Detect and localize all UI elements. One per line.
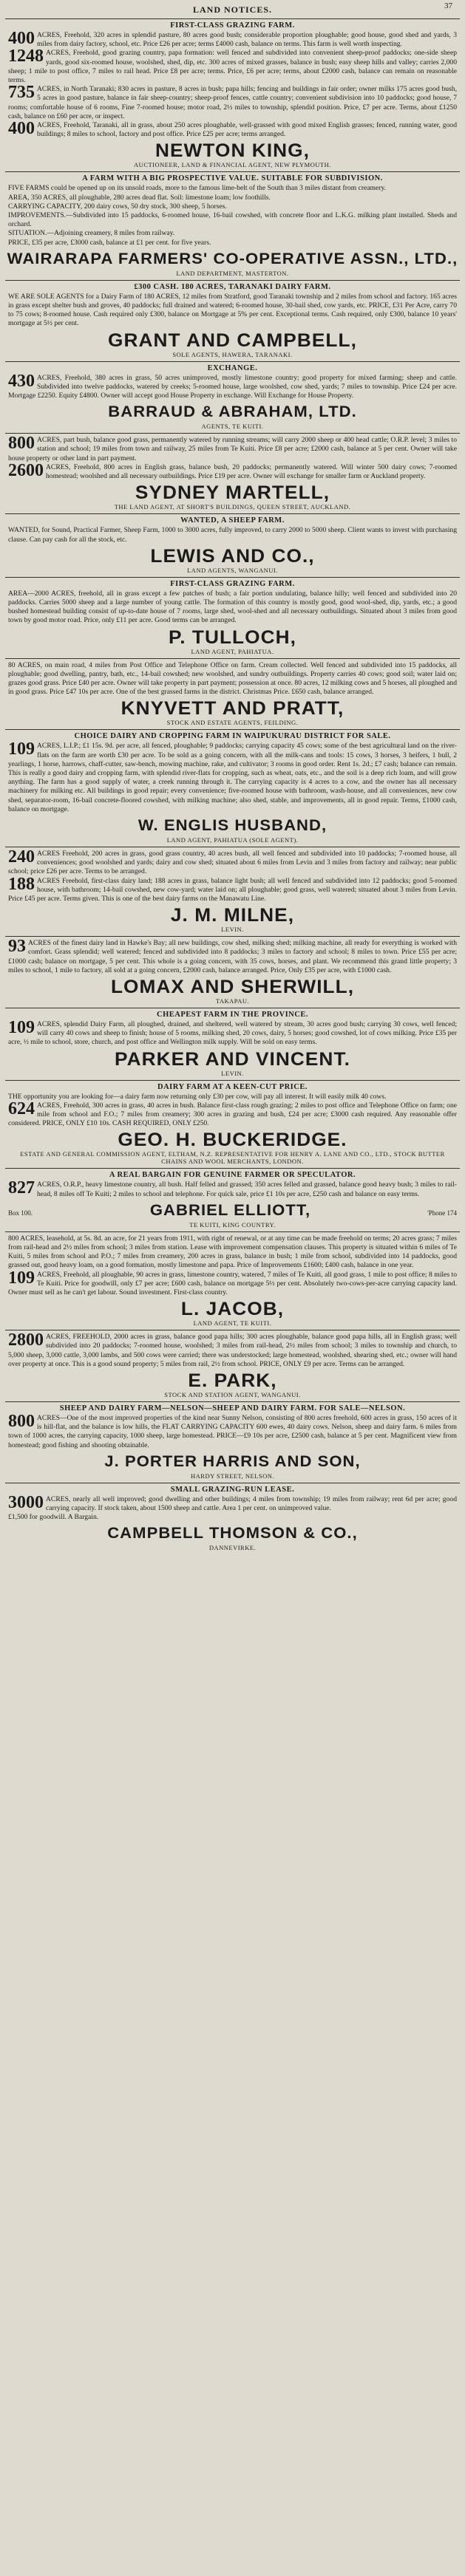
agent-address: HARDY STREET, NELSON. xyxy=(191,1472,274,1480)
ad-paragraph xyxy=(8,661,457,697)
ad-heading: CHEAPEST FARM IN THE PROVINCE. xyxy=(157,1010,308,1019)
ad-paragraph xyxy=(8,1414,457,1450)
ad-paragraph xyxy=(8,239,457,247)
newspaper-page xyxy=(5,0,460,1554)
ad-paragraph xyxy=(8,874,457,904)
agent-name: E. PARK, xyxy=(188,1370,277,1392)
paragraph-text: ACRES, Freehold, 800 acres in English grass, balance bush, 20 paddocks; permanently watered. Will winter 500 dairy cows; 7-roomed homestead; woolshed and all necessary outbuildings. Price £19 per acre. Owner will exchange for smaller farm or Auckland property. xyxy=(46,462,457,481)
agent-name: SYDNEY MARTELL, xyxy=(135,482,330,504)
ad-paragraph xyxy=(8,211,457,229)
ad-paragraph xyxy=(8,939,457,975)
ad-husband xyxy=(5,729,460,847)
paragraph-text: FIVE FARMS could be opened up on its unsold roads, more to the famous lime-belt of the South than 3 miles distant from creamery. xyxy=(8,184,387,193)
ad-paragraph xyxy=(8,184,457,193)
agent-address: STOCK AND ESTATE AGENTS, FEILDING. xyxy=(166,719,299,727)
paragraph-text: CARRYING CAPACITY, 200 dairy cows, 50 dry stock, 300 sheep, 5 horses. xyxy=(8,202,227,211)
agent-name: P. TULLOCH, xyxy=(169,626,296,648)
paragraph-text: ACRES, Freehold, 320 acres in splendid pasture, 80 acres good bush; considerable proportion ploughable; good house, good shed and yards, 3 miles from dairy factory, school, etc. Price £26 per acre; terms £4000 cash, balance on terms. This farm is well worth inspecting. xyxy=(37,31,457,49)
ad-heading: CHOICE DAIRY AND CROPPING FARM IN WAIPUKURAU DISTRICT FOR SALE. xyxy=(74,732,391,741)
ad-heading: FIRST-CLASS GRAZING FARM. xyxy=(170,579,295,588)
ad-paragraph xyxy=(8,293,457,329)
page-number: 37 xyxy=(444,1,452,10)
ad-heading: SMALL GRAZING-RUN LEASE. xyxy=(170,1485,295,1494)
ad-paragraph xyxy=(8,194,457,202)
paragraph-text: IMPROVEMENTS.—Subdivided into 15 paddocks, 6-roomed house, 16-bail cowshed, with concrete floor and L.K.G. milking plant installed. Sheds and orchard. xyxy=(8,211,457,229)
paragraph-text: ACRES—One of the most improved properties of the kind near Sunny Nelson, consisting of 800 acres freehold, 600 acres in grass, 150 acres of it is hill-flat, and the balance is low hills, the FLAT CARRYING CAPACITY 600 ewes, 40 dairy cows. Nelson, sheep and dairy farm. 6 miles from town of 1000 acres, the carrying capacity, 1000 sheep, large homestead. PRICE—£9 10s per acre, £2500 cash, balance at 5 per cent. Magnificent view from homestead; good fishing and shooting obtainable. xyxy=(8,1414,457,1449)
paragraph-text: ACRES Freehold, first-class dairy land; 188 acres in grass, balance light bush; all well fenced and subdivided into 12 paddocks; good 5-roomed house, with bathroom; 14-bail cowshed, new cow-yard; water laid on; all ploughable; good grass, well watered; situated about 3 miles from Levin. Price £45 per acre. Terms given. This is one of the best dairy farms on the Manawatu Line. xyxy=(8,876,457,903)
acreage-figure: 735 xyxy=(8,83,35,103)
paragraph-text: ACRES, L.I.P.; £1 15s. 9d. per acre, all fenced, ploughable; 9 paddocks; carrying capacity 45 cows; some of the best agricultural land on the river-flats on the farm are worth £30 per acre. To be sold as a going concern, with all the milk-cans and tools: 15 cows, 3 horses, 3 heifers, 1 bull, 2 yearlings, 1 horse, harrows, chaff-cutter, saw-bench, mowing machine, rake, and cultivator; 3 rooms in good order. Rent 1s. 2d.; £7 cash; balance can remain. This is really a good dairy and cropping farm, with splendid river-flats for cropping, such as wheat, oats, etc., and the soil is a deep rich loam, and will grow anything. The farm has a good supply of water, a creek running through it. The carrying capacity is 4 acres to a cow, and the owner has all necessary machinery for milking etc. All buildings in good repair; every convenience; five-roomed house with bathroom, wash-house, and all conveniences, new cow shed, separator-room, 16-bail concrete-floored cowshed, with milking machine; also shed, stable, and improvements, all in good repair. Terms, £1000 cash, balance on mortgage. xyxy=(8,742,457,813)
section-title: LAND NOTICES. xyxy=(192,4,273,15)
paragraph-text: SITUATION.—Adjoining creamery, 8 miles from railway. xyxy=(8,229,175,238)
agent-name: NEWTON KING, xyxy=(155,140,310,162)
ad-lewis xyxy=(5,513,460,576)
paragraph-text: ACRES, splendid Dairy Farm, all ploughed, drained, and sheltered, well watered by stream, 30 acres good bush; carrying 30 cows, well fenced; will carry 40 cows and sheep to finish; house of 5 rooms, milking shed, 20 cows, dairy, 5 horses; good cowshed, lot of cows milking. Price £35 per acre, ½ mile to school, store, church, and post office and Wellington milk supply. Will be sold on easy terms. xyxy=(8,1019,457,1047)
ad-jacob xyxy=(5,1231,460,1330)
ad-paragraph xyxy=(8,1268,457,1298)
ad-milne xyxy=(5,847,460,936)
paragraph-text: £1,500 for goodwill. A Bargain. xyxy=(8,1513,99,1522)
agent-address: AUCTIONEER, LAND & FINANCIAL AGENT, NEW PLYMOUTH. xyxy=(134,161,331,169)
acreage-figure: 109 xyxy=(8,1268,35,1288)
agent-name: L. JACOB, xyxy=(180,1299,285,1320)
agent-address: STOCK AND STATION AGENT, WANGANUI. xyxy=(164,1391,301,1399)
acreage-figure: 624 xyxy=(8,1099,35,1118)
agent-name: J. PORTER HARRIS AND SON, xyxy=(104,1452,361,1470)
ad-paragraph xyxy=(8,202,457,211)
paragraph-text: ACRES of the finest dairy land in Hawke's Bay; all new buildings, cow shed, milking shed; milking machine, all ready for everything is worked with comfort. Grass splendid; well watered; fenced and subdivided into 8 paddocks; 3 miles to factory and school; 8 miles to town. Price £55 per acre; £1000 cash; balance on mortgage, 5 per cent. This whole is a going concern, with 35 cows, horses, and plant. We recommend this grand little property; 3 miles to school, 1 mile to factory, all sold at a going concern, £2000 cash, balance arranged. Price, Only £35 per acre, with £1000 cash. xyxy=(8,939,457,974)
paragraph-text: AREA—2000 ACRES, freehold, all in grass except a few patches of bush; a fair portion undulating, balance hilly; well fenced and subdivided into 20 paddocks. Carries 5000 sheep and a large number of young cattle. The formation of this country is mostly good, good wool-shed, dip, yards, etc.; a good bushed homestead building consist of up-to-date house of 7 rooms, large shed, wool-shed and all necessary outbuildings. Situated about 3 miles from good town by good motor road. Price, only £11 per acre. Good terms can be arranged. xyxy=(8,589,457,625)
paragraph-text: AREA, 350 ACRES, all ploughable, 280 acres dead flat. Soil: limestone loam; low foothills. xyxy=(8,193,271,202)
agent-name: BARRAUD & ABRAHAM, LTD. xyxy=(108,403,357,421)
ad-knyvett xyxy=(5,658,460,730)
acreage-figure: 109 xyxy=(8,739,35,759)
agent-name: GRANT AND CAMPBELL, xyxy=(108,329,357,351)
ad-paragraph xyxy=(8,121,457,139)
ad-paragraph xyxy=(8,1101,457,1129)
ad-paragraph xyxy=(8,229,457,238)
agent-name: GEO. H. BUCKERIDGE. xyxy=(118,1130,347,1151)
acreage-figure: 1248 xyxy=(8,47,44,66)
ad-paragraph xyxy=(8,1093,457,1101)
ad-paragraph xyxy=(8,31,457,49)
ad-heading: A FARM WITH A BIG PROSPECTIVE VALUE. SUITABLE FOR SUBDIVISION. xyxy=(82,174,383,183)
paragraph-text: ACRES, part bush, balance good grass, permanently watered by running streams; will carry 2000 sheep or 400 head cattle; O.R.P. level; 3 miles to station and school; 19 miles from town and railway, 25 miles from Te Kuiti. Price £8 per acre; £2000 cash, balance at 5 per cent. Owner will take house property or other land in part payment. xyxy=(8,436,457,462)
paragraph-text: 80 ACRES, on main road, 4 miles from Post Office and Telephone Office on farm. Cream collected. Well fenced and subdivided into 15 paddocks, all ploughable; good dwelling, pantry, bath, etc., 14-bail cowshed; new woolshed, and sundry outbuildings. Property carries 40 cows; good soil; water laid on; grazes good grass. Price £40 per acre. Owner will take property in part payment; possession at once. 80 acres, 12 milking cows and 5 horses, all ploughed and in good grass. Price £47 10s per acre. One of the best grassed farms in the district. Christmas Price. £650 cash, balance arranged. xyxy=(8,660,457,697)
agent-name: LEWIS AND CO., xyxy=(150,545,315,567)
ad-grant-campbell xyxy=(5,280,460,361)
paragraph-text: ACRES, O.R.P., heavy limestone country, all bush. Half felled and grassed; 350 acres felled and grassed, balance good heavy bush; 3 miles to rail-head, 8 miles off Te Kuiti; 2 miles to school and telephone. For quick sale, price £1 10s per acre, £250 cash and balance on easy terms. xyxy=(37,1181,457,1198)
agent-address: LEVIN. xyxy=(221,926,244,934)
acreage-figure: 2800 xyxy=(8,1330,44,1350)
ad-campbell-thomson xyxy=(5,1483,460,1555)
agent-address: LAND AGENT, TE KUITI. xyxy=(193,1319,272,1328)
ad-park xyxy=(5,1330,460,1401)
ad-paragraph xyxy=(8,1178,457,1198)
acreage-figure: 430 xyxy=(8,371,35,391)
ad-barraud xyxy=(5,361,460,434)
agent-name: LOMAX AND SHERWILL, xyxy=(110,976,355,997)
acreage-figure: 3000 xyxy=(8,1492,44,1512)
ad-buckeridge xyxy=(5,1080,460,1169)
ad-paragraph xyxy=(8,526,457,544)
paragraph-text: ACRES, Freehold, 380 acres in grass, 50 acres unimproved, mostly limestone country; good property for mixed farming; sheep and cattle. Subdivided into twelve paddocks, watered by creeks; 5-roomed house, large woolshed, cow shed, yards; 7 miles to township. Price £24 per acre. Mortgage £2250. Equity £4800. Owner will accept good House Property in exchange. Will Exchange for House Property. xyxy=(8,373,457,400)
ad-sydney-martell xyxy=(5,433,460,513)
paragraph-text: PRICE, £35 per acre, £3000 cash, balance at £1 per cent. for five years. xyxy=(8,238,211,247)
ad-tulloch xyxy=(5,577,460,658)
agent-name: KNYVETT AND PRATT, xyxy=(121,698,344,720)
ad-paragraph xyxy=(8,847,457,877)
ad-heading: £300 CASH. 180 ACRES, TARANAKI DAIRY FARM. xyxy=(134,282,331,291)
agent-address: LAND DEPARTMENT, MASTERTON. xyxy=(176,269,289,277)
ad-paragraph xyxy=(8,371,457,401)
paragraph-text: ACRES, Freehold, all ploughable, 90 acres in grass, limestone country, watered, 7 miles of Te Kuiti, all good grass, 1 mile to post office; 8 miles to Te Kuiti. Price for goodwill, only £7 per acre; £600 cash, balance on mortgage 5½ per cent. Absolutely two-cows-per-acre carrying capacity land. Owner must sell as he can't get labour. Sound investment. First-class country. xyxy=(8,1270,457,1297)
ads-column xyxy=(5,18,460,1554)
ad-paragraph xyxy=(8,85,457,121)
ad-heading: EXCHANGE. xyxy=(207,363,258,372)
paragraph-text: ACRES, FREEHOLD, 2000 acres in grass, balance good papa hills; 300 acres ploughable, balance good papa hills, all in English grass; well subdivided into 20 paddocks; 7-roomed house, woolshed; 3 miles from rail-head, 2½ miles from school; 3 miles to township and church, to 5,000 sheep, 3,000 cattle, 3,000 lambs, and 500 cows were carried; there was understocked; large homestead, woolshed, shearing shed, etc.; owner will hand over property at once. This is a good sound property; 5 miles from rail, 2½ from school. PRICE, ONLY £9 per acre. Terms can be arranged. xyxy=(8,1333,457,1368)
acreage-figure: 400 xyxy=(8,119,35,139)
ad-heading: FIRST-CLASS GRAZING FARM. xyxy=(170,21,295,30)
acreage-figure: 800 xyxy=(8,434,35,454)
agent-address: ESTATE AND GENERAL COMMISSION AGENT, ELTHAM, N.Z. REPRESENTATIVE FOR HENRY A. LANE AND CO., LTD., STOCK BUTTER CHAINS AND WOOL MERCHANTS, LONDON. xyxy=(20,1150,445,1166)
acreage-figure: 109 xyxy=(8,1017,35,1037)
paragraph-text: 800 ACRES, leasehold, at 5s. 8d. an acre, for 21 years from 1911, with right of renewal, or at any time can be made freehold on terms; 20 acres grass; 7 miles from rail-head and 2½ miles from school; 3 miles from station. Lease with improvement compensation clauses. This property is situated within 6 miles of Te Kuiti, 5 miles from school and P.O.; 7 miles from creamery, 200 acres in grass, balance in bush; 1 mile from school, subdivided into 14 paddocks, good grassed out, good heavy loam, on a good formation, mostly limestone and papa. Price of Improvements £1600; £400 cash, balance in one year. xyxy=(8,1234,457,1270)
ad-paragraph xyxy=(8,739,457,814)
agent-name: CAMPBELL THOMSON & CO., xyxy=(107,1525,358,1542)
agent-address: SOLE AGENTS, HAWERA, TARANAKI. xyxy=(172,350,293,358)
paragraph-text: WE ARE SOLE AGENTS for a Dairy Farm of 180 ACRES, 12 miles from Stratford, good Taranaki township and 2 miles from school and factory. 165 acres in grass except shelter bush and groves, 40 paddocks; full drained and watered; 6-roomed house, 30-bail shed, cow yards, etc. PRICE, £31 Per Acre, carry 70 to 75 cows; 8-roomed house. Cash required only £300, balance on Mortgage at 5% per cent. Exceptional terms. Cash required, only £300, balance 10 years' mortgage at 5½ per cent. xyxy=(8,292,457,328)
paragraph-text: ACRES, in North Taranaki; 830 acres in pasture, 8 acres in bush; papa hills; fencing and buildings in fair order; owner milks 175 acres good bush, 5 acres in good pasture, balance in fair sheep-country; sheep-proof fences, cattle country; convenient subdivision into 10 paddocks; good house, 7 rooms; comfortable house of 6 rooms, Fine 7-roomed house; motor road, 2½ miles to township, splendid position. Price, £7 per acre. Terms, about £1250 cash, balance on £60 per acre, or inspect. xyxy=(8,85,457,120)
paragraph-text: ACRES Freehold, 200 acres in grass, good grass country, 40 acres bush, all well fenced and subdivided into 10 paddocks; 7-roomed house, all conveniences; good woolshed and yards; dairy and cow shed; situated about 6 miles from Levin and 3 miles from factory and railway; near public school; price £26 per acre. Terms to be arranged. xyxy=(8,849,457,876)
paragraph-text: THE opportunity you are looking for—a dairy farm now returning only £30 per cow, will pay all interest. It will easily milk 40 cows. xyxy=(8,1092,387,1101)
paragraph-text: ACRES, Freehold, Taranaki, all in grass, about 250 acres ploughable, well-grassed with good mixed English grasses; fenced, running water, good buildings; 8 miles to school, factory and post office. Price £25 per acre; terms arranged. xyxy=(37,121,457,139)
agent-name: WAIRARAPA FARMERS' CO-OPERATIVE ASSN., LTD., xyxy=(7,250,458,267)
ad-paragraph xyxy=(8,1017,457,1048)
ad-heading: WANTED, A SHEEP FARM. xyxy=(180,516,285,525)
agent-address: TE KUITI, KING COUNTRY. xyxy=(189,1220,276,1229)
ad-paragraph xyxy=(8,49,457,85)
agent-name: PARKER AND VINCENT. xyxy=(115,1048,350,1070)
acreage-figure: 400 xyxy=(8,29,35,48)
ad-porter-harris xyxy=(5,1401,460,1483)
ad-elliott xyxy=(5,1168,460,1231)
acreage-figure: 827 xyxy=(8,1178,35,1198)
contact-row xyxy=(8,1199,457,1220)
agent-address: LEVIN. xyxy=(221,1069,244,1077)
ad-paragraph xyxy=(8,460,457,481)
agent-address: LAND AGENTS, WANGANUI. xyxy=(187,566,278,574)
agent-address: DANNEVIRKE. xyxy=(208,1544,257,1552)
paragraph-text: ACRES, Freehold, good grazing country, papa formation: well fenced and subdivided into convenient sheep-proof paddocks; one-side sheep yards, good six-roomed house, woolshed, shed, dip, etc. 300 acres of mixed grasses, balance in bush; easy sheep hills and valley; carries 2,000 sheep; 1 mile to post office, 7 miles to rail head. Price £8 per acre; terms. Price, £6 per acre; terms, about £2000 cash, balance can remain on reasonable terms. xyxy=(8,49,457,85)
agent-address: LAND AGENT, PAHIATUA (SOLE AGENT). xyxy=(166,836,299,844)
paragraph-text: WANTED, for Sound, Practical Farmer, Sheep Farm, 1000 to 3000 acres, fully improved, to carry 2000 to 5000 sheep. Client wants to invest with purchasing clause. Can pay cash for all the stock, etc. xyxy=(8,526,457,544)
paragraph-text: ACRES, Freehold, 300 acres in grass, 40 acres in bush. Balance first-class rough grazing; 2 miles to post office and Telephone Office on farm; one mile from school and F.O.; 7 miles from creamery; 300 acres in grazing and bush, £24 per acre; £3000 cash required. Any reasonable offer considered. PRICE, ONLY £10 10s. CASH REQUIRED, ONLY £250. xyxy=(8,1101,457,1128)
paragraph-text: ACRES, nearly all well improved; good dwelling and other buildings; 4 miles from township; 19 miles from railway; rent 6d per acre; good carrying capacity. If stock taken, about 1500 sheep and cattle. Area 1 per cent. on unimproved value. xyxy=(46,1494,457,1513)
phone-number: 'Phone 174 xyxy=(427,1209,457,1217)
ad-paragraph xyxy=(8,590,457,626)
ad-lomax xyxy=(5,936,460,1008)
acreage-figure: 188 xyxy=(8,874,35,894)
agent-address: LAND AGENT, PAHIATUA. xyxy=(191,647,274,655)
ad-paragraph xyxy=(8,1513,457,1522)
agent-address: TAKAPAU. xyxy=(215,997,250,1005)
ad-paragraph xyxy=(8,1234,457,1271)
acreage-figure: 800 xyxy=(8,1412,35,1432)
agent-name: W. ENGLIS HUSBAND, xyxy=(138,816,327,834)
ad-newton-king xyxy=(5,18,460,171)
ad-heading: DAIRY FARM AT A KEEN-CUT PRICE. xyxy=(157,1082,308,1091)
ad-wairarapa xyxy=(5,171,460,279)
ad-heading: A REAL BARGAIN FOR GENUINE FARMER OR SPECULATOR. xyxy=(109,1171,356,1180)
agent-address: AGENTS, TE KUITI. xyxy=(201,423,264,431)
agent-address: THE LAND AGENT, AT SHORT'S BUILDINGS, QUEEN STREET, AUCKLAND. xyxy=(114,503,351,511)
ad-heading: SHEEP AND DAIRY FARM—NELSON—SHEEP AND DAIRY FARM. FOR SALE—NELSON. xyxy=(59,1404,406,1413)
agent-name: J. M. MILNE, xyxy=(170,905,295,926)
acreage-figure: 2600 xyxy=(8,460,44,480)
ad-paragraph xyxy=(8,1330,457,1369)
ad-parker xyxy=(5,1008,460,1080)
box-number: Box 100. xyxy=(8,1209,33,1217)
ad-paragraph xyxy=(8,436,457,463)
agent-name: GABRIEL ELLIOTT, xyxy=(149,1201,310,1219)
acreage-figure: 240 xyxy=(8,847,35,867)
ad-paragraph xyxy=(8,1492,457,1513)
acreage-figure: 93 xyxy=(8,937,26,957)
